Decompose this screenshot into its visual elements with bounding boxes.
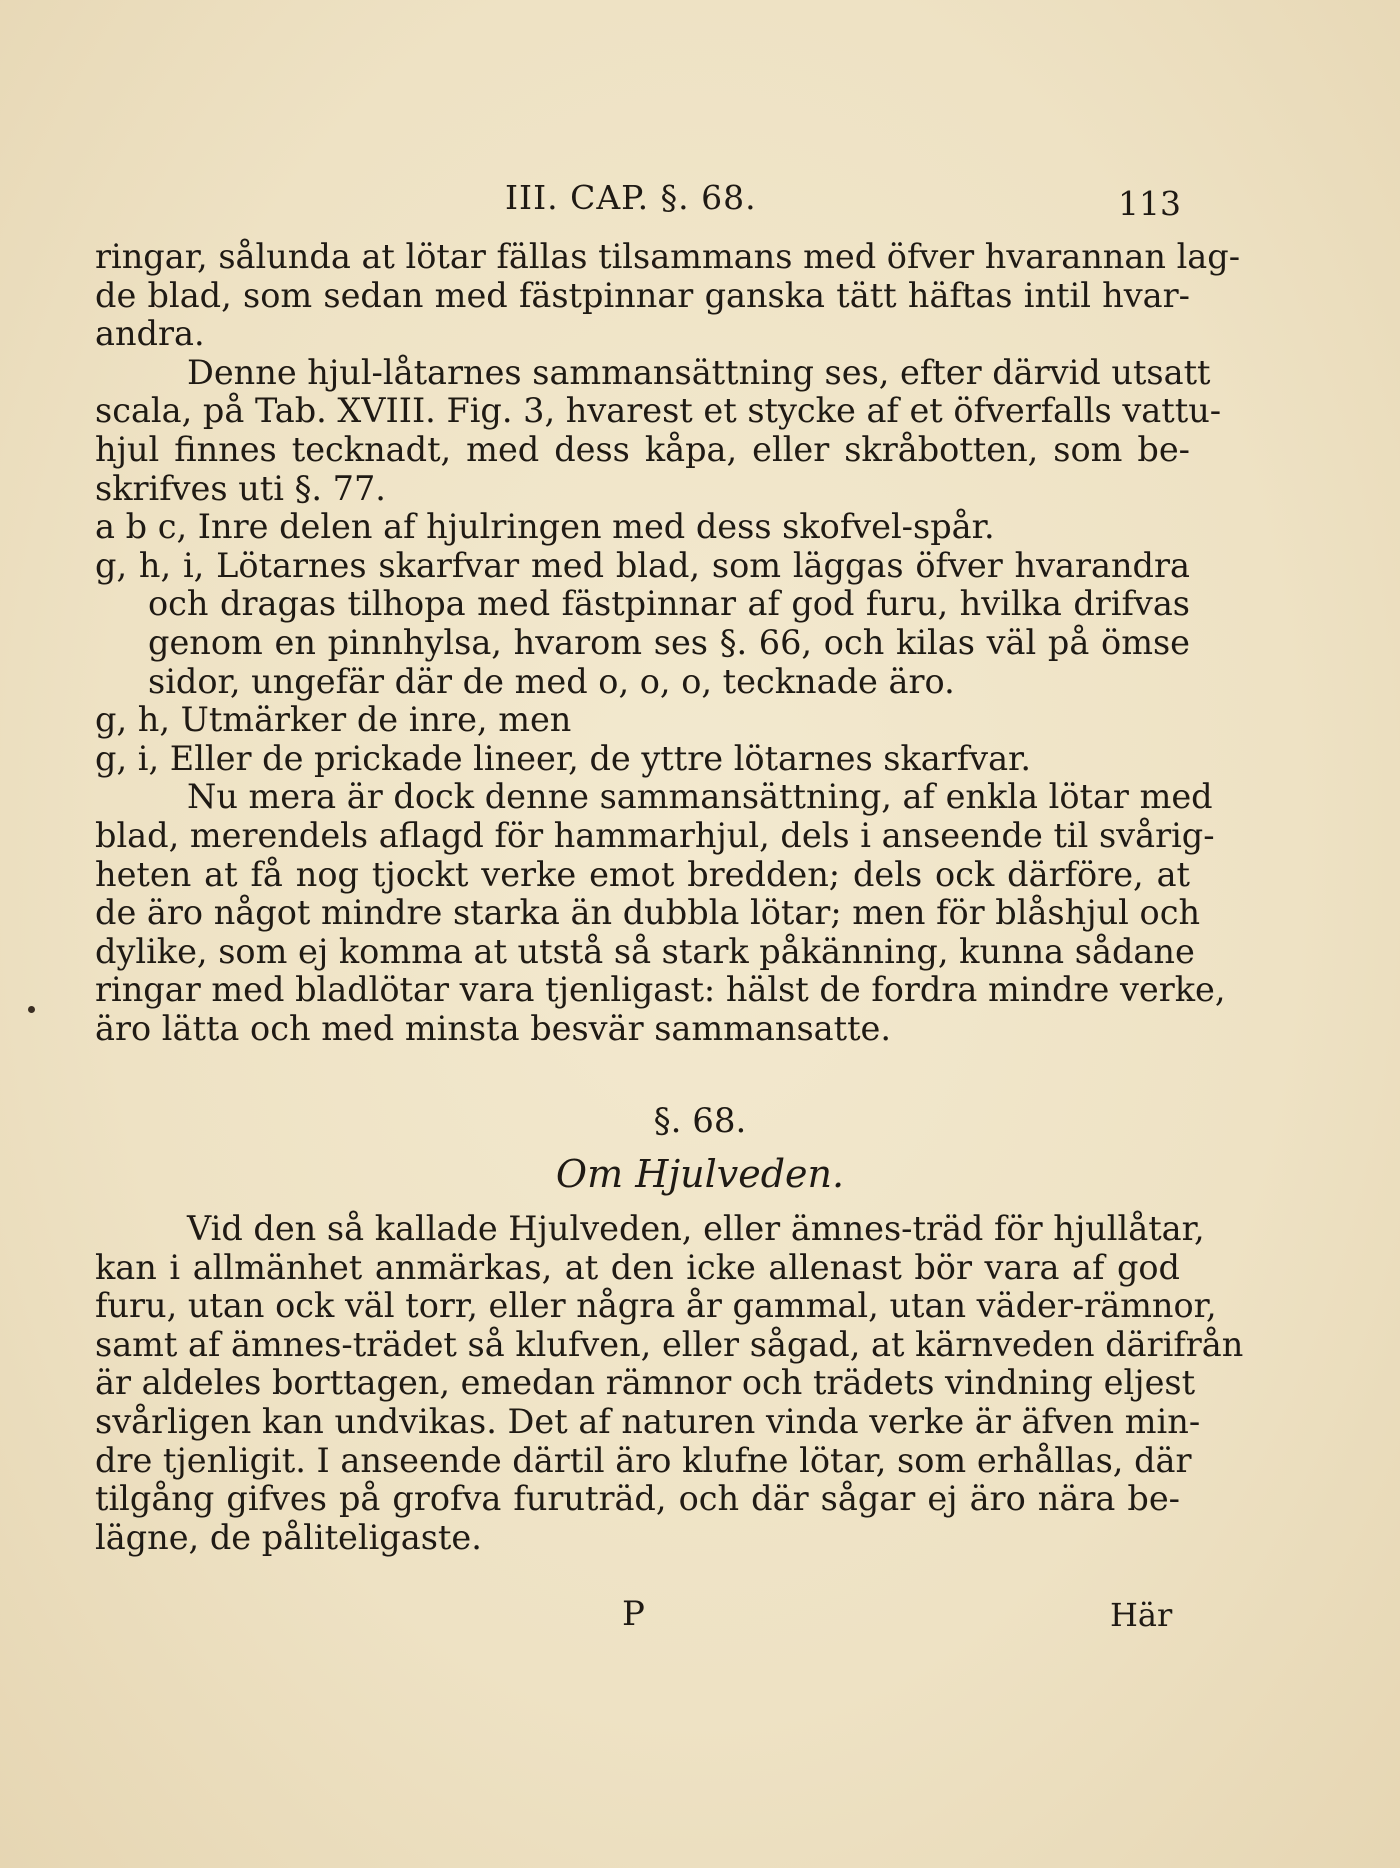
text-line: lägne, de påliteligaste. — [95, 1517, 482, 1557]
text-line: de äro något mindre starka än dubbla lötar; men för blåshjul och — [95, 893, 1201, 933]
paragraph-1 — [95, 237, 1241, 354]
section-number: §. 68. — [653, 1101, 747, 1141]
paragraph-2 — [95, 352, 1222, 508]
legend-item-abc: a b c, Inre delen af hjulringen med dess skofvel-spår. — [95, 507, 995, 547]
running-head: III. CAP. §. 68. — [505, 178, 757, 217]
page-number: 113 — [1118, 184, 1181, 223]
text-line: Nu mera är dock denne sammansättning, af enkla lötar med — [187, 777, 1213, 817]
text-line: Vid den så kallade Hjulveden, eller ämnes-träd för hjullåtar, — [187, 1209, 1205, 1248]
text-line: hjul finnes tecknadt, med dess kåpa, eller skråbotten, som be- — [95, 429, 1190, 469]
ink-speck — [28, 1006, 35, 1013]
figure-legend — [95, 508, 1190, 778]
text-line: sidor, ungefär där de med o, o, o, tecknade äro. — [148, 661, 955, 701]
text-line: Denne hjul-låtarnes sammansättning ses, efter därvid utsatt — [187, 352, 1211, 392]
text-line: genom en pinnhylsa, hvarom ses §. 66, och kilas väl på ömse — [148, 622, 1190, 662]
text-line: andra. — [95, 314, 205, 354]
section-text — [95, 1209, 1244, 1557]
text-line: är aldeles borttagen, emedan rämnor och trädets vindning eljest — [95, 1363, 1196, 1403]
main-text — [95, 237, 1241, 1048]
page-header — [0, 178, 1400, 228]
section-title: Om Hjulveden. — [555, 1152, 845, 1196]
text-line: heten at få nog tjockt verke emot bredden; dels ock därföre, at — [95, 854, 1190, 894]
text-line: skrifves uti §. 77. — [95, 468, 386, 508]
paragraph-4 — [95, 1209, 1244, 1557]
catchword: Här — [1110, 1596, 1173, 1634]
text-line: ringar med bladlötar vara tjenligast: hälst de fordra mindre verke, — [95, 970, 1226, 1010]
text-line: blad, merendels aflagd för hammarhjul, dels i anseende til svårig- — [95, 815, 1215, 855]
text-line: samt af ämnes-trädet så klufven, eller sågad, at kärnveden därifrån — [95, 1324, 1244, 1364]
signature-mark: P — [622, 1594, 645, 1634]
text-line: dre tjenligit. I anseende därtil äro klufne lötar, som erhållas, där — [95, 1440, 1192, 1480]
text-line: tilgång gifves på grofva furuträd, och där sågar ej äro nära be- — [95, 1479, 1180, 1519]
text-line: och dragas tilhopa med fästpinnar af god furu, hvilka drifvas — [148, 584, 1190, 624]
text-line: de blad, som sedan med fästpinnar ganska tätt häftas intil hvar- — [95, 275, 1190, 315]
text-line: äro lätta och med minsta besvär sammansatte. — [95, 1008, 892, 1048]
paragraph-3 — [95, 777, 1226, 1048]
text-line: kan i allmänhet anmärkas, at den icke allenast bör vara af god — [95, 1247, 1180, 1287]
legend-item-gh: g, h, Utmärker de inre, men — [95, 700, 572, 740]
text-line: scala, på Tab. XVIII. Fig. 3, hvarest et stycke af et öfverfalls vattu- — [95, 391, 1222, 431]
text-line: furu, utan ock väl torr, eller några år gammal, utan väder-rämnor, — [95, 1286, 1217, 1326]
legend-item-gi: g, i, Eller de prickade lineer, de yttre lötarnes skarfvar. — [95, 738, 1032, 778]
legend-item-ghi: g, h, i, Lötarnes skarfvar med blad, som läggas öfver hvarandra — [95, 545, 1190, 585]
text-line: svårligen kan undvikas. Det af naturen vinda verke är äfven min- — [95, 1401, 1201, 1441]
text-line: dylike, som ej komma at utstå så stark påkänning, kunna sådane — [95, 931, 1195, 971]
text-line: ringar, sålunda at lötar fällas tilsammans med öfver hvarannan lag- — [95, 237, 1241, 276]
